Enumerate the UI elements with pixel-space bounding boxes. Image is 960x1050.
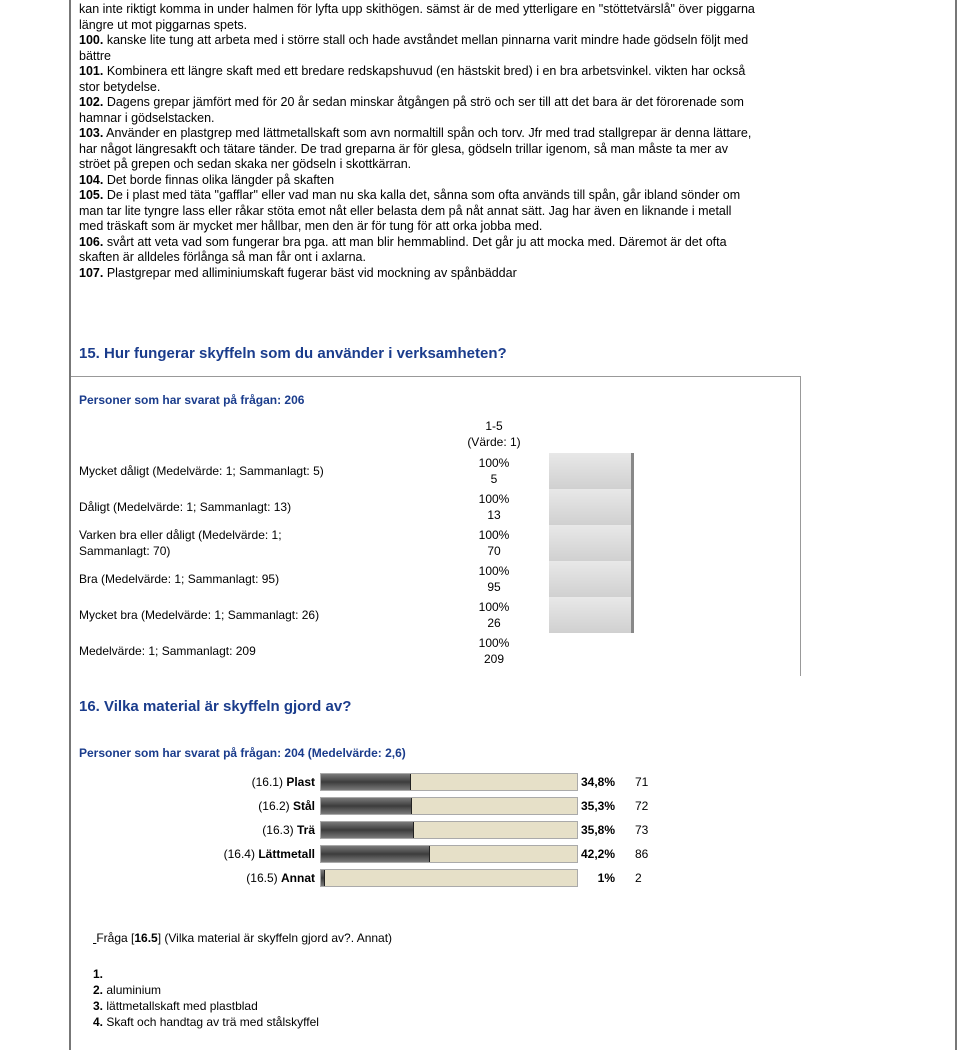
list-item: 4. Skaft och handtag av trä med stålskyffel — [93, 1015, 319, 1029]
likert-bar — [549, 525, 634, 561]
likert-row-values: 100% 209 — [478, 636, 510, 666]
q15-respondents: Personer som har svarat på frågan: 206 — [79, 393, 305, 407]
list-item: 3. lättmetallskaft med plastblad — [93, 999, 258, 1013]
likert-bar — [549, 489, 634, 525]
q16-row-count: 2 — [635, 871, 642, 885]
q16-bar-fill — [321, 870, 325, 886]
page-frame-left — [69, 0, 71, 1050]
q16-bar-track — [320, 821, 578, 839]
likert-row — [79, 453, 639, 489]
likert-row-label: Dåligt (Medelvärde: 1; Sammanlagt: 13) — [79, 500, 292, 514]
likert-row — [79, 489, 639, 525]
q16-row-percent: 34,8% — [580, 775, 615, 789]
section-divider-vertical — [800, 376, 801, 676]
followup-question: Fråga [16.5] (Vilka material är skyffeln gjord av?. Annat) — [93, 931, 392, 945]
q16-row-label: (16.2) Stål — [258, 799, 315, 813]
likert-row-label: Varken bra eller dåligt (Medelvärde: 1; Sammanlagt: 70) — [79, 528, 282, 558]
list-item: 1. — [93, 967, 104, 981]
q16-row — [79, 868, 699, 888]
likert-bar — [549, 561, 634, 597]
answer-item: 104. Det borde finnas olika längder på skaften — [79, 172, 335, 187]
q16-respondents: Personer som har svarat på frågan: 204 (Medelvärde: 2,6) — [79, 746, 406, 760]
likert-row-values: 100% 26 — [478, 600, 510, 630]
q16-bar-fill — [321, 846, 430, 862]
q16-bar-track — [320, 773, 578, 791]
q16-bar-fill — [321, 774, 411, 790]
q16-row — [79, 820, 699, 840]
likert-bar — [549, 453, 634, 489]
section-divider — [71, 376, 801, 377]
answer-item: 105. De i plast med täta "gafflar" eller vad man nu ska kalla det, sånna som ofta används till spån, går ibland sönder om man tar lite tyngre lass eller råkar stöta emot nåt eller belasta dem på nåt annat sätt. Jag har även en liknande i metall med träskaft som är mycket mer hållbar, men den är för tung för att orka jobba med. — [79, 188, 741, 233]
answer-item: 103. Använder en plastgrep med lättmetallskaft som avn normaltill spån och torv. Jfr med trad stallgrepar är denna lättare, har något längresakft och tätare tänder. De trad greparna är för glesa, gödseln trillar igenom, så man måste ta mer av ströet på grepen och sedan skaka ner gödseln i skottkärran. — [79, 126, 752, 171]
answer-item: kan inte riktigt komma in under halmen för lyfta upp skithögen. sämst är de med ytterligare en "stöttetvärslå" över piggarna längre ut mot piggarnas spets. — [79, 2, 755, 32]
answer-item: 106. svårt att veta vad som fungerar bra pga. att man blir hemmablind. Det går ju att mocka med. Däremot är det ofta skaften är alldeles förlånga så man får ont i axlarna. — [79, 234, 727, 264]
question-15-title: 15. Hur fungerar skyffeln som du använder i verksamheten? — [79, 345, 507, 362]
likert-row-values: 100% 13 — [478, 492, 510, 522]
likert-row-values: 100% 70 — [478, 528, 510, 558]
answer-item: 100. kanske lite tung att arbeta med i större stall och hade avståndet mellan pinnarna varit mindre hade gödseln följt med bättre — [79, 33, 749, 63]
answer-item: 102. Dagens grepar jämfört med för 20 år sedan minskar åtgången på strö och ser till att det bara är det förorenade som hamnar i gödselstacken. — [79, 95, 744, 125]
likert-row — [79, 597, 639, 633]
q16-row-percent: 35,3% — [580, 799, 615, 813]
q16-row-label: (16.4) Lättmetall — [223, 847, 315, 861]
q16-row-label: (16.5) Annat — [246, 871, 315, 885]
q16-row-count: 72 — [635, 799, 649, 813]
list-item: 2. aluminium — [93, 983, 162, 997]
q14-answers — [79, 2, 759, 281]
likert-row — [79, 525, 639, 561]
q16-row-count: 86 — [635, 847, 649, 861]
q16-row-count: 71 — [635, 775, 649, 789]
likert-row-values: 100% 5 — [478, 456, 510, 486]
q16-row-label: (16.3) Trä — [262, 823, 315, 837]
q16-bar-track — [320, 797, 578, 815]
q16-bar-fill — [321, 822, 414, 838]
q16-row-percent: 35,8% — [580, 823, 615, 837]
answer-item: 107. Plastgrepar med alliminiumskaft fugerar bäst vid mockning av spånbäddar — [79, 265, 517, 280]
q16-bar-fill — [321, 798, 412, 814]
likert-row-label: Medelvärde: 1; Sammanlagt: 209 — [79, 644, 256, 658]
q16-row-percent: 42,2% — [580, 847, 615, 861]
followup-answers — [93, 966, 319, 1030]
q16-row — [79, 796, 699, 816]
q16-row-label: (16.1) Plast — [251, 775, 315, 789]
likert-row-label: Mycket dåligt (Medelvärde: 1; Sammanlagt: 5) — [79, 464, 324, 478]
likert-summary-row — [79, 633, 639, 669]
likert-row — [79, 561, 639, 597]
question-16-title: 16. Vilka material är skyffeln gjord av? — [79, 698, 352, 715]
likert-scale-label: 1-5 — [485, 419, 503, 433]
likert-bar — [549, 597, 634, 633]
q16-row-percent: 1% — [597, 871, 615, 885]
page-frame-right — [955, 0, 957, 1050]
q16-bar-track — [320, 869, 578, 887]
q16-row — [79, 844, 699, 864]
q16-row — [79, 772, 699, 792]
likert-row-label: Mycket bra (Medelvärde: 1; Sammanlagt: 26) — [79, 608, 320, 622]
likert-row-label: Bra (Medelvärde: 1; Sammanlagt: 95) — [79, 572, 280, 586]
likert-row-values: 100% 95 — [478, 564, 510, 594]
q16-row-count: 73 — [635, 823, 649, 837]
likert-value-label: (Värde: 1) — [467, 435, 521, 449]
answer-item: 101. Kombinera ett längre skaft med ett bredare redskapshuvud (en hästskit bred) i en bra arbetsvinkel. vikten har också stor betydelse. — [79, 64, 746, 94]
likert-column-header — [429, 418, 559, 450]
q16-bar-track — [320, 845, 578, 863]
